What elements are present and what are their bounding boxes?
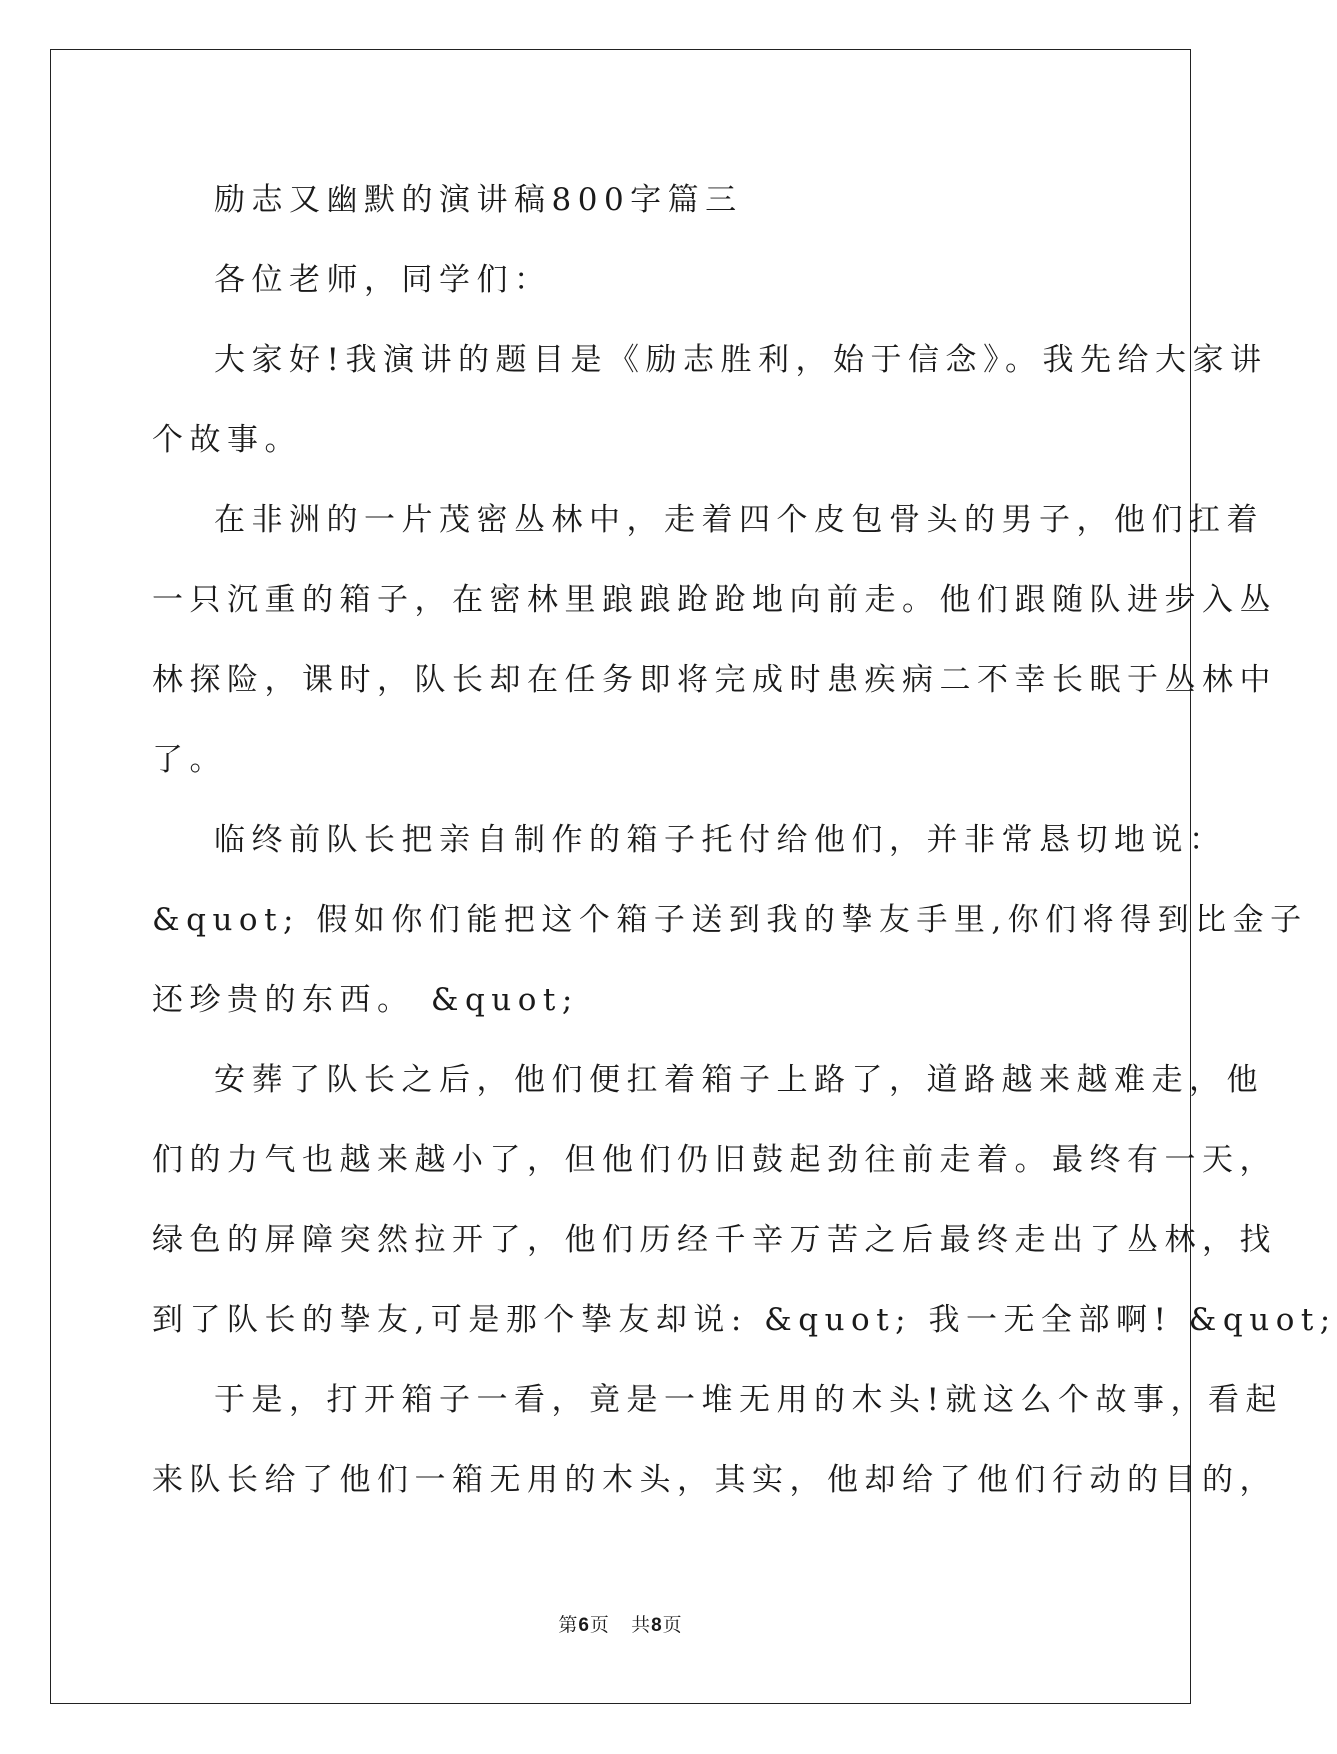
paragraph-line: 林探险，课时，队长却在任务即将完成时患疾病二不幸长眠于丛林中 xyxy=(152,662,1277,698)
story-paragraph-2 xyxy=(152,800,1308,1040)
paragraph-line: 来队长给了他们一箱无用的木头，其实，他却给了他们行动的目的， xyxy=(152,1462,1277,1498)
paragraph-line: 们的力气也越来越小了，但他们仍旧鼓起劲往前走着。最终有一天， xyxy=(152,1142,1277,1178)
footer-page-unit: 页 xyxy=(589,1614,610,1636)
paragraph-line: 个故事。 xyxy=(152,422,302,458)
page-footer xyxy=(0,1610,1241,1637)
paragraph-line: 各位老师，同学们： xyxy=(214,262,552,298)
story-paragraph-1 xyxy=(152,480,1277,800)
paragraph-line: 在非洲的一片茂密丛林中，走着四个皮包骨头的男子，他们扛着 xyxy=(214,502,1264,538)
title-line: 励志又幽默的演讲稿800字篇三 xyxy=(214,182,743,218)
document-title xyxy=(152,160,1092,240)
paragraph-line: 到了队长的挚友,可是那个挚友却说: &quot; 我一无全部啊! &quot; xyxy=(152,1302,1337,1338)
story-paragraph-3 xyxy=(152,1040,1337,1360)
footer-total-prefix: 共 xyxy=(631,1614,652,1636)
paragraph-line: 了。 xyxy=(152,742,227,778)
footer-prefix: 第 xyxy=(558,1614,579,1636)
paragraph-line: 还珍贵的东西。 &quot; xyxy=(152,982,579,1018)
intro-paragraph xyxy=(152,320,1268,480)
paragraph-line: 一只沉重的箱子，在密林里踉踉跄跄地向前走。他们跟随队进步入丛 xyxy=(152,582,1277,618)
paragraph-line: &quot; 假如你们能把这个箱子送到我的挚友手里,你们将得到比金子 xyxy=(152,902,1308,938)
greeting-paragraph xyxy=(152,240,1092,320)
paragraph-line: 大家好!我演讲的题目是《励志胜利，始于信念》。我先给大家讲 xyxy=(214,342,1268,378)
current-page-number: 6 xyxy=(578,1615,590,1636)
paragraph-line: 于是，打开箱子一看，竟是一堆无用的木头!就这么个故事，看起 xyxy=(214,1382,1283,1418)
document-body xyxy=(152,160,1337,1520)
paragraph-line: 绿色的屏障突然拉开了，他们历经千辛万苦之后最终走出了丛林，找 xyxy=(152,1222,1277,1258)
total-page-number: 8 xyxy=(651,1615,663,1636)
paragraph-line: 临终前队长把亲自制作的箱子托付给他们，并非常恳切地说： xyxy=(214,822,1227,858)
paragraph-line: 安葬了队长之后，他们便扛着箱子上路了，道路越来越难走，他 xyxy=(214,1062,1264,1098)
story-paragraph-4 xyxy=(152,1360,1283,1520)
footer-total-unit: 页 xyxy=(662,1614,683,1636)
